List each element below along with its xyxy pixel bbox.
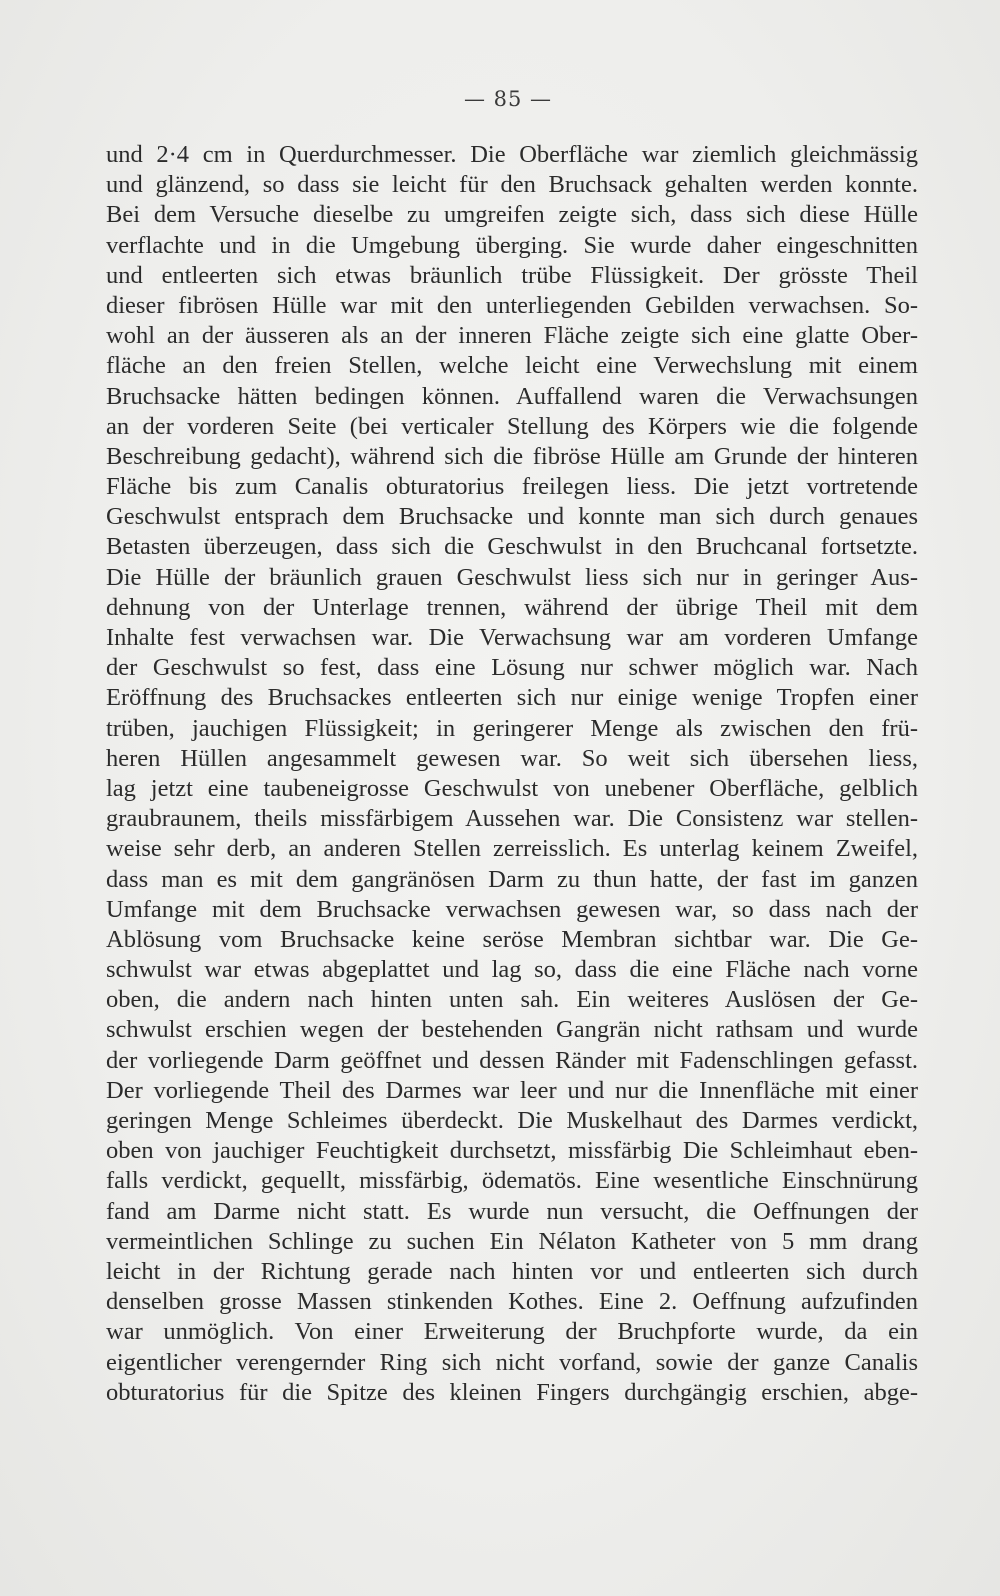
text-line: Bei dem Versuche dieselbe zu umgreifen zeigte sich, dass sich diese Hülle bbox=[106, 201, 918, 229]
text-line: vermeintlichen Schlinge zu suchen Ein Nélaton Katheter von 5 mm drang bbox=[106, 1227, 918, 1255]
text-line: an der vorderen Seite (bei verticaler Stellung des Körpers wie die folgende bbox=[106, 412, 918, 440]
text-line: Betasten überzeugen, dass sich die Geschwulst in den Bruchcanal fortsetzte. bbox=[106, 533, 918, 561]
text-line: Fläche bis zum Canalis obturatorius freilegen liess. Die jetzt vortretende bbox=[106, 473, 918, 501]
text-line: leicht in der Richtung gerade nach hinten vor und entleerten sich durch bbox=[106, 1257, 918, 1285]
text-line: Ablösung vom Bruchsacke keine seröse Membran sichtbar war. Die Ge- bbox=[106, 925, 918, 953]
text-line: Der vorliegende Theil des Darmes war leer und nur die Innenfläche mit einer bbox=[106, 1076, 918, 1104]
text-line: dehnung von der Unterlage trennen, während der übrige Theil mit dem bbox=[106, 593, 918, 621]
text-line: und 2·4 cm in Querdurchmesser. Die Oberfläche war ziemlich gleichmässig bbox=[106, 141, 918, 168]
text-line: Umfange mit dem Bruchsacke verwachsen gewesen war, so dass nach der bbox=[106, 895, 918, 923]
text-line: Inhalte fest verwachsen war. Die Verwachsung war am vorderen Umfange bbox=[106, 624, 918, 651]
text-line: graubraunem, theils missfärbigem Aussehen war. Die Consistenz war stellen- bbox=[106, 805, 918, 833]
text-line: heren Hüllen angesammelt gewesen war. So weit sich übersehen liess, bbox=[106, 744, 918, 772]
text-line: weise sehr derb, an anderen Stellen zerreisslich. Es unterlag keinem Zweifel, bbox=[106, 835, 918, 863]
text-line: und entleerten sich etwas bräunlich trübe Flüssigkeit. Der grösste Theil bbox=[106, 261, 918, 289]
text-line: wohl an der äusseren als an der inneren Fläche zeigte sich eine glatte Ober- bbox=[106, 322, 918, 350]
text-line: dass man es mit dem gangränösen Darm zu thun hatte, der fast im ganzen bbox=[106, 865, 918, 893]
text-line: Bruchsacke hätten bedingen können. Auffallend waren die Verwachsungen bbox=[106, 382, 918, 410]
text-line: eigentlicher verengernder Ring sich nicht vorfand, sowie der ganze Canalis bbox=[106, 1348, 918, 1376]
text-line: Beschreibung gedacht), während sich die fibröse Hülle am Grunde der hinteren bbox=[106, 442, 918, 470]
text-line: fläche an den freien Stellen, welche leicht eine Verwechslung mit einem bbox=[106, 352, 918, 380]
text-line: oben, die andern nach hinten unten sah. Ein weiteres Auslösen der Ge- bbox=[106, 986, 918, 1014]
text-line: schwulst war etwas abgeplattet und lag so, dass die eine Fläche nach vorne bbox=[106, 956, 918, 984]
text-line: der vorliegende Darm geöffnet und dessen Ränder mit Fadenschlingen gefasst. bbox=[106, 1046, 918, 1074]
text-line: Eröffnung des Bruchsackes entleerten sich nur einige wenige Tropfen einer bbox=[106, 684, 918, 712]
text-line: schwulst erschien wegen der bestehenden Gangrän nicht rathsam und wurde bbox=[106, 1016, 918, 1044]
text-line: obturatorius für die Spitze des kleinen Fingers durchgängig erschien, abge- bbox=[106, 1378, 918, 1406]
body-text bbox=[106, 140, 918, 1408]
text-line: trüben, jauchigen Flüssigkeit; in geringerer Menge als zwischen den frü- bbox=[106, 714, 918, 742]
text-line: verflachte und in die Umgebung überging. Sie wurde daher eingeschnitten bbox=[106, 231, 918, 259]
text-line: geringen Menge Schleimes überdeckt. Die Muskelhaut des Darmes verdickt, bbox=[106, 1107, 918, 1134]
page-number: — 85 — bbox=[463, 87, 553, 111]
text-line: Geschwulst entsprach dem Bruchsacke und konnte man sich durch genaues bbox=[106, 503, 918, 531]
text-line: denselben grosse Massen stinkenden Kothes. Eine 2. Oeffnung aufzufinden bbox=[106, 1288, 918, 1316]
text-line: fand am Darme nicht statt. Es wurde nun versucht, die Oeffnungen der bbox=[106, 1197, 918, 1225]
text-line: der Geschwulst so fest, dass eine Lösung nur schwer möglich war. Nach bbox=[106, 654, 918, 682]
text-line: war unmöglich. Von einer Erweiterung der Bruchpforte wurde, da ein bbox=[106, 1318, 918, 1346]
text-line: lag jetzt eine taubeneigrosse Geschwulst von unebener Oberfläche, gelblich bbox=[106, 774, 918, 802]
text-line: Die Hülle der bräunlich grauen Geschwulst liess sich nur in geringer Aus- bbox=[106, 563, 918, 591]
text-line: dieser fibrösen Hülle war mit den unterliegenden Gebilden verwachsen. So- bbox=[106, 291, 918, 319]
text-line: und glänzend, so dass sie leicht für den Bruchsack gehalten werden konnte. bbox=[106, 171, 918, 199]
text-line: oben von jauchiger Feuchtigkeit durchsetzt, missfärbig Die Schleimhaut eben- bbox=[106, 1137, 918, 1165]
text-line: falls verdickt, gequellt, missfärbig, ödematös. Eine wesentliche Einschnürung bbox=[106, 1167, 918, 1195]
